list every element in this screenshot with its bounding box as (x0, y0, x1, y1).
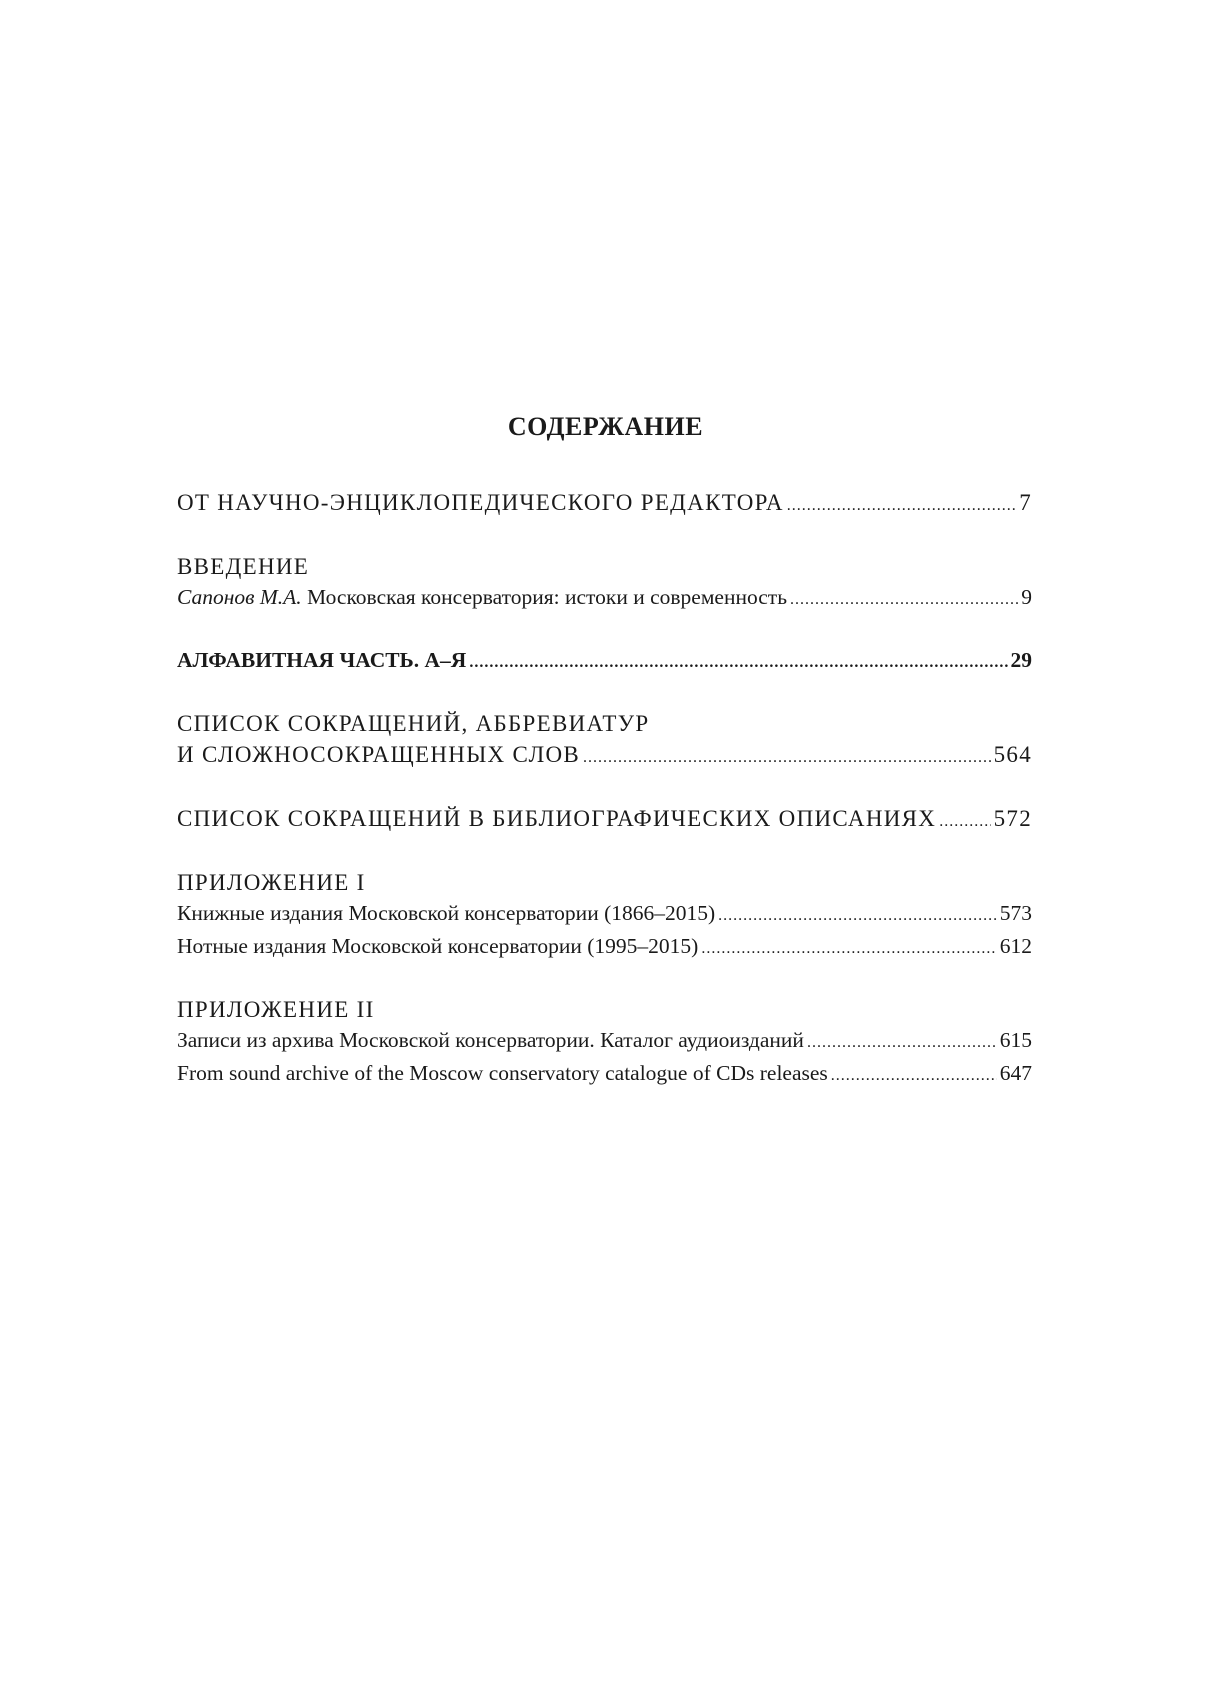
toc-heading-appendix-1: ПРИЛОЖЕНИЕ I (177, 870, 366, 895)
toc-page-number: 573 (999, 901, 1032, 925)
section-gap (177, 964, 1032, 994)
toc-entry-appendix-1-item[interactable] (177, 931, 1032, 964)
toc-entry-label: Записи из архива Московской консерватории. Каталог аудиоизданий (177, 1028, 804, 1052)
section-gap (177, 521, 1032, 551)
toc-entry-appendix-1-item[interactable] (177, 898, 1032, 931)
dot-leader (939, 806, 990, 837)
toc-heading-appendix-2: ПРИЛОЖЕНИЕ II (177, 997, 375, 1022)
toc-page-number: 647 (999, 1061, 1032, 1085)
section-gap (177, 773, 1032, 803)
toc-entry-alphabet[interactable] (177, 645, 1032, 678)
dot-leader (718, 900, 997, 931)
dot-leader (583, 742, 991, 773)
toc-page-number: 572 (993, 806, 1032, 831)
table-of-contents (177, 487, 1032, 1091)
dot-leader (807, 1027, 997, 1058)
dot-leader (701, 933, 996, 964)
toc-entry-label: И СЛОЖНОСОКРАЩЕННЫХ СЛОВ (177, 742, 581, 767)
toc-entry-editor[interactable] (177, 487, 1032, 521)
toc-entry-intro[interactable] (177, 582, 1032, 615)
dot-leader (790, 584, 1018, 615)
toc-page-number: 9 (1021, 585, 1032, 609)
toc-entry-label: АЛФАВИТНАЯ ЧАСТЬ. А–Я (177, 648, 467, 672)
toc-entry-abbreviations[interactable] (177, 739, 1032, 773)
entry-title: Московская консерватория: истоки и современность (301, 585, 788, 609)
toc-page-number: 564 (993, 742, 1032, 767)
section-gap (177, 837, 1032, 867)
dot-leader (787, 490, 1016, 521)
toc-entry-label (177, 582, 787, 613)
dot-leader (831, 1060, 997, 1091)
toc-page-number: 29 (1010, 648, 1032, 672)
toc-entry-label: ОТ НАУЧНО-ЭНЦИКЛОПЕДИЧЕСКОГО РЕДАКТОРА (177, 490, 784, 515)
toc-heading-intro: ВВЕДЕНИЕ (177, 554, 310, 579)
toc-entry-label: From sound archive of the Moscow conservatory catalogue of CDs releases (177, 1061, 828, 1085)
toc-entry-appendix-2-item[interactable] (177, 1025, 1032, 1058)
toc-entry-abbreviations-line1: СПИСОК СОКРАЩЕНИЙ, АББРЕВИАТУР (177, 711, 650, 736)
dot-leader (469, 647, 1007, 678)
toc-page-number: 615 (999, 1028, 1032, 1052)
toc-entry-label: СПИСОК СОКРАЩЕНИЙ В БИБЛИОГРАФИЧЕСКИХ ОПИСАНИЯХ (177, 806, 937, 831)
section-gap (177, 615, 1032, 645)
toc-page-number: 612 (999, 934, 1032, 958)
toc-entry-label: Нотные издания Московской консерватории (1995–2015) (177, 934, 699, 958)
author-name: Сапонов М.А. (177, 585, 302, 609)
page-title: СОДЕРЖАНИЕ (507, 412, 704, 441)
toc-page-number: 7 (1019, 490, 1032, 515)
section-gap (177, 678, 1032, 708)
toc-entry-appendix-2-item[interactable] (177, 1058, 1032, 1091)
toc-entry-biblio-abbreviations[interactable] (177, 803, 1032, 837)
toc-entry-label: Книжные издания Московской консерватории (1866–2015) (177, 901, 716, 925)
